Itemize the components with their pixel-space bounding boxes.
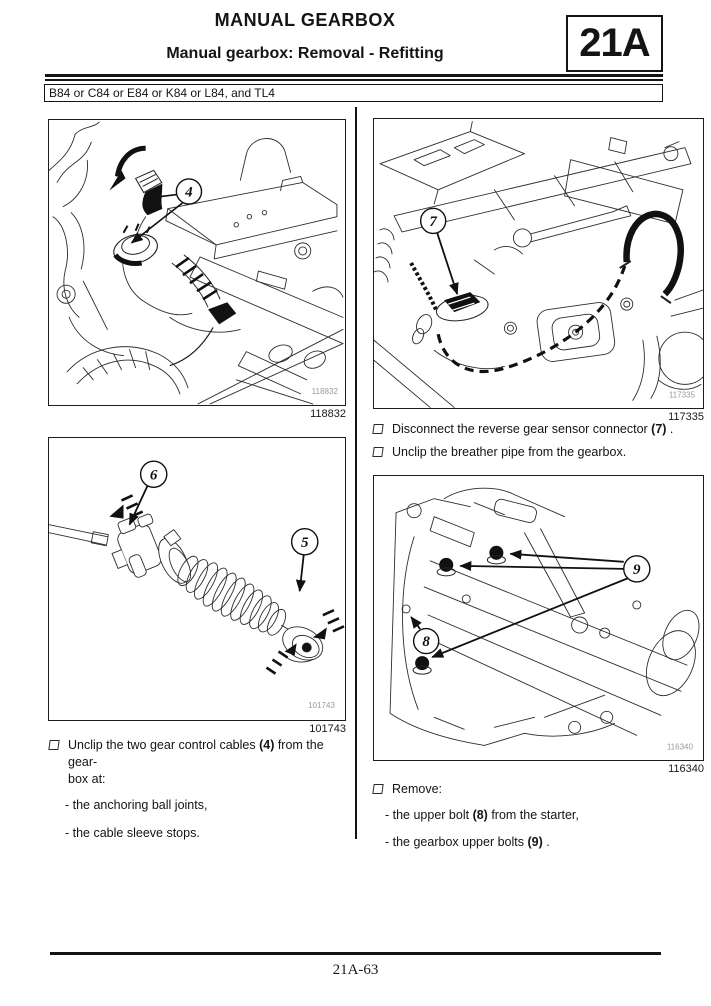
hatch-arrow-left	[109, 504, 123, 518]
cable-sleeve-stop	[102, 510, 195, 587]
callout-9-arrow-b	[460, 566, 623, 569]
figure-watermark: 101743	[308, 700, 335, 710]
callout-9-arrow-c	[432, 578, 629, 657]
checkbox-bullet-icon	[48, 740, 59, 750]
header-rule-thick	[45, 74, 663, 77]
hatch-marks-left	[121, 495, 142, 516]
figure-number-label: 101743	[309, 723, 346, 735]
figure-watermark: 118832	[311, 386, 338, 396]
header-titles	[45, 10, 565, 63]
checkbox-bullet-icon	[372, 447, 383, 457]
figure-control-cable	[48, 437, 346, 721]
control-cable-illustration	[49, 438, 345, 720]
gearbox-bolts-illustration	[374, 476, 703, 760]
instruction-line	[48, 737, 352, 788]
instruction-subitem: - the gearbox upper bolts (9) .	[385, 835, 550, 849]
breather-pipe	[627, 214, 681, 294]
reverse-sensor-illustration	[374, 119, 703, 408]
callout-8-arrow	[411, 617, 420, 629]
checkbox-bullet-icon	[372, 424, 383, 434]
section-code-box	[566, 15, 663, 72]
instructions-right-top	[372, 421, 706, 461]
breather-pipe-clip	[620, 261, 671, 303]
callout-6-number: 6	[149, 467, 158, 484]
upper-bolts	[413, 546, 505, 674]
figure-number-label: 118832	[310, 408, 346, 420]
instruction-text: Unclip the two gear control cables (4) from the gear- box at:	[68, 738, 324, 786]
figure-number-label: 117335	[668, 411, 704, 423]
instruction-line	[372, 444, 706, 461]
instructions-left	[48, 737, 352, 842]
instruction-line	[372, 781, 706, 798]
page-title: MANUAL GEARBOX	[214, 10, 396, 30]
figure-engine-cables	[48, 119, 346, 406]
callout-5-arrow	[300, 555, 304, 591]
instruction-text: Remove:	[392, 782, 443, 796]
callout-9-arrow-a	[510, 554, 623, 562]
sensor-lead	[411, 263, 436, 310]
figure-gearbox-bolts	[373, 475, 704, 761]
callout-9-number: 9	[633, 561, 641, 578]
instruction-text: Unclip the breather pipe from the gearbox.	[392, 445, 627, 459]
callout-7-number: 7	[429, 213, 437, 230]
figure-watermark: 116340	[666, 742, 693, 752]
callout-4-number: 4	[185, 184, 193, 201]
footer-rule	[50, 952, 661, 955]
cable-grommet	[111, 224, 161, 268]
figure-watermark: 117335	[668, 390, 695, 400]
callout-7-arrow	[437, 233, 457, 294]
header-rule-thin	[45, 79, 663, 81]
figure-reverse-sensor	[373, 118, 704, 409]
instruction-line	[372, 421, 706, 438]
callout-8-number: 8	[422, 634, 430, 651]
section-code: 21A	[579, 21, 650, 65]
callout-5-number: 5	[300, 534, 309, 551]
engine-cables-illustration	[49, 120, 345, 405]
cable-bellows	[174, 553, 290, 638]
instruction-subitem: - the cable sleeve stops.	[65, 826, 200, 840]
instruction-text: Disconnect the reverse gear sensor connector (7) .	[392, 422, 674, 436]
figure-number-label: 116340	[668, 763, 704, 775]
column-divider	[355, 107, 357, 839]
page-number: 21A-63	[332, 962, 379, 978]
lower-cable	[170, 255, 236, 366]
sensor-connector	[434, 292, 490, 325]
instructions-right-bottom	[372, 781, 706, 851]
instruction-subitem: - the anchoring ball joints,	[65, 798, 208, 812]
checkbox-bullet-icon	[372, 784, 383, 794]
model-applicability-bar: B84 or C84 or E84 or K84 or L84, and TL4	[44, 84, 663, 102]
page-subtitle: Manual gearbox: Removal - Refitting	[166, 45, 444, 62]
upper-cable-end	[136, 170, 162, 214]
instruction-subitem: - the upper bolt (8) from the starter,	[385, 808, 579, 822]
anchoring-ball-joint	[277, 620, 329, 667]
